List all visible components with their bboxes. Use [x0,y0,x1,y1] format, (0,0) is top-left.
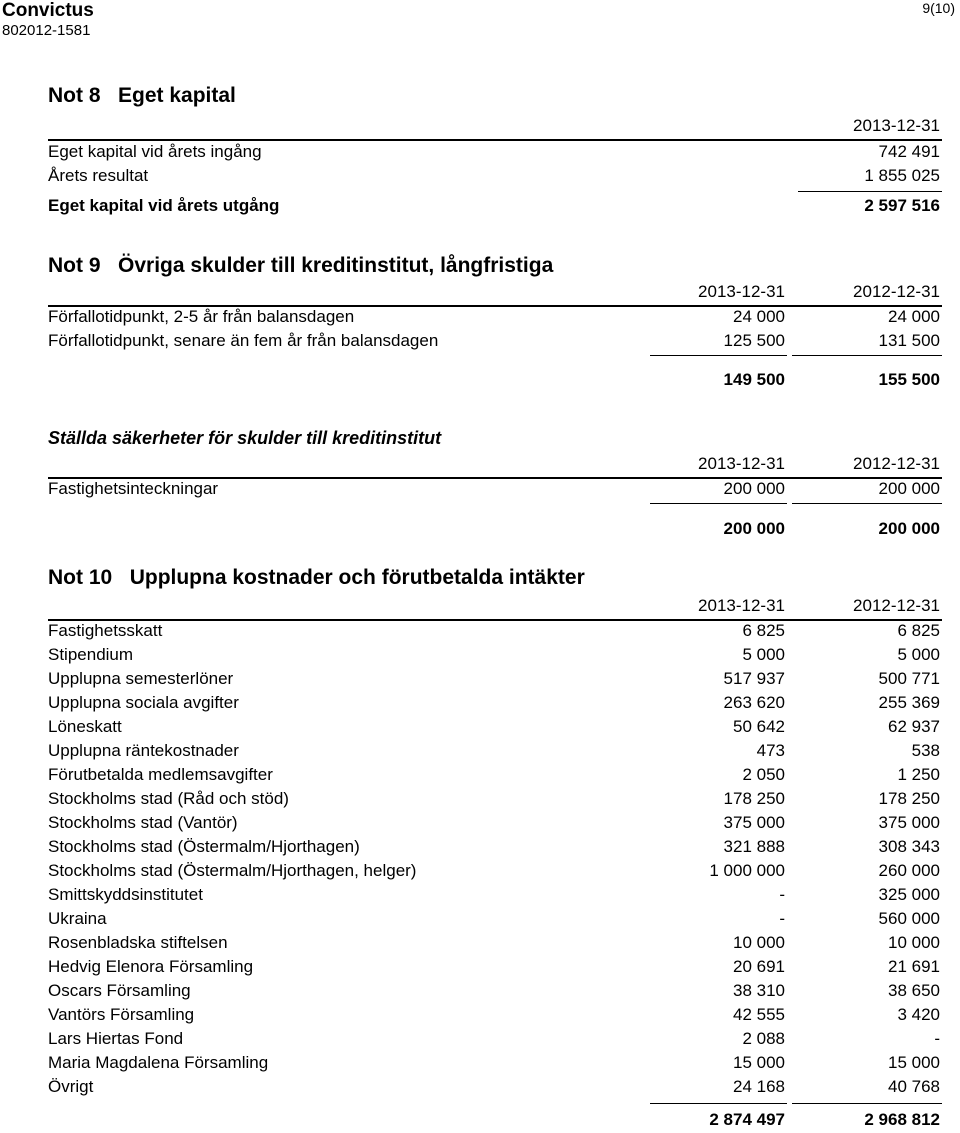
note-10-title [48,566,942,590]
table-row: Upplupna semesterlöner 517 937 500 771 [48,669,940,688]
table-row: Löneskatt 50 642 62 937 [48,717,940,736]
note-8-number: Not 8 [48,84,101,107]
table-row: Stipendium 5 000 5 000 [48,645,940,664]
subtotal-line [798,191,942,192]
table-row: Oscars Församling 38 310 38 650 [48,981,940,1000]
table-row: Smittskyddsinstitutet - 325 000 [48,885,940,904]
note-10-rows [48,619,942,1133]
total-row: 200 000 200 000 [723,519,940,538]
company-name: Convictus [2,0,94,21]
table-row: Eget kapital vid årets ingång 742 491 [48,142,940,161]
subtotal-line [650,1103,787,1104]
table-row: Förutbetalda medlemsavgifter 2 050 1 250 [48,765,940,784]
table-row: Lars Hiertas Fond 2 088 - [48,1029,940,1048]
col-header-2012: 2012-12-31 [853,596,940,615]
table-row: Stockholms stad (Östermalm/Hjorthagen, helger) 1 000 000 260 000 [48,861,940,880]
table-row: Stockholms stad (Östermalm/Hjorthagen) 321 888 308 343 [48,837,940,856]
note-10-col-header [48,594,942,618]
table-row: Fastighetsskatt 6 825 6 825 [48,621,940,640]
total-row: 149 500 155 500 [723,370,940,389]
total-row: 2 874 497 2 968 812 [709,1110,940,1129]
note-8-title [48,84,942,108]
note-8-col-header [48,114,942,138]
table-row: Ukraina - 560 000 [48,909,940,928]
table-row: Upplupna sociala avgifter 263 620 255 369 [48,693,940,712]
note-9-title [48,254,942,278]
subtotal-line [792,355,942,356]
table-row: Maria Magdalena Församling 15 000 15 000 [48,1053,940,1072]
page-number: 9(10) [922,0,955,16]
table-row: Stockholms stad (Råd och stöd) 178 250 178 250 [48,789,940,808]
collateral-col-header [48,452,942,476]
note-9-heading: Övriga skulder till kreditinstitut, långfristiga [118,254,554,277]
collateral-table [48,452,942,538]
col-header-2013: 2013-12-31 [698,282,785,301]
subtotal-line [792,1103,942,1104]
note-8-section [48,84,942,108]
table-row: Förfallotidpunkt, senare än fem år från balansdagen 125 500 131 500 [48,331,940,350]
note-10-number: Not 10 [48,566,113,589]
org-number: 802012-1581 [2,22,91,39]
table-row: Stockholms stad (Vantör) 375 000 375 000 [48,813,940,832]
subtotal-line [792,503,942,504]
table-row: Hedvig Elenora Församling 20 691 21 691 [48,957,940,976]
collateral-section [48,428,942,449]
note-10-heading: Upplupna kostnader och förutbetalda intäkter [129,566,585,589]
col-header-2012: 2012-12-31 [853,282,940,301]
subtotal-line [650,503,787,504]
table-row: Rosenbladska stiftelsen 10 000 10 000 [48,933,940,952]
table-row: Förfallotidpunkt, 2-5 år från balansdagen 24 000 24 000 [48,307,940,326]
note-9-table [48,280,942,389]
col-header-2013: 2013-12-31 [698,596,785,615]
table-row: Årets resultat 1 855 025 [48,166,940,185]
table-row: Vantörs Församling 42 555 3 420 [48,1005,940,1024]
note-9-col-header [48,280,942,304]
note-8-table [48,114,942,215]
total-row: Eget kapital vid årets utgång 2 597 516 [48,196,940,215]
col-header-2012: 2012-12-31 [853,454,940,473]
note-9-section [48,254,942,278]
table-row: Fastighetsinteckningar 200 000 200 000 [48,479,940,498]
col-header-2013: 2013-12-31 [853,116,940,135]
col-header-2013: 2013-12-31 [698,454,785,473]
note-9-number: Not 9 [48,254,101,277]
note-8-heading: Eget kapital [118,84,236,107]
note-10-section [48,566,942,590]
table-row: Övrigt 24 168 40 768 [48,1077,940,1096]
note-10-table [48,594,942,1129]
subtotal-line [650,355,787,356]
table-row: Upplupna räntekostnader 473 538 [48,741,940,760]
collateral-title: Ställda säkerheter för skulder till kreditinstitut [48,428,442,448]
